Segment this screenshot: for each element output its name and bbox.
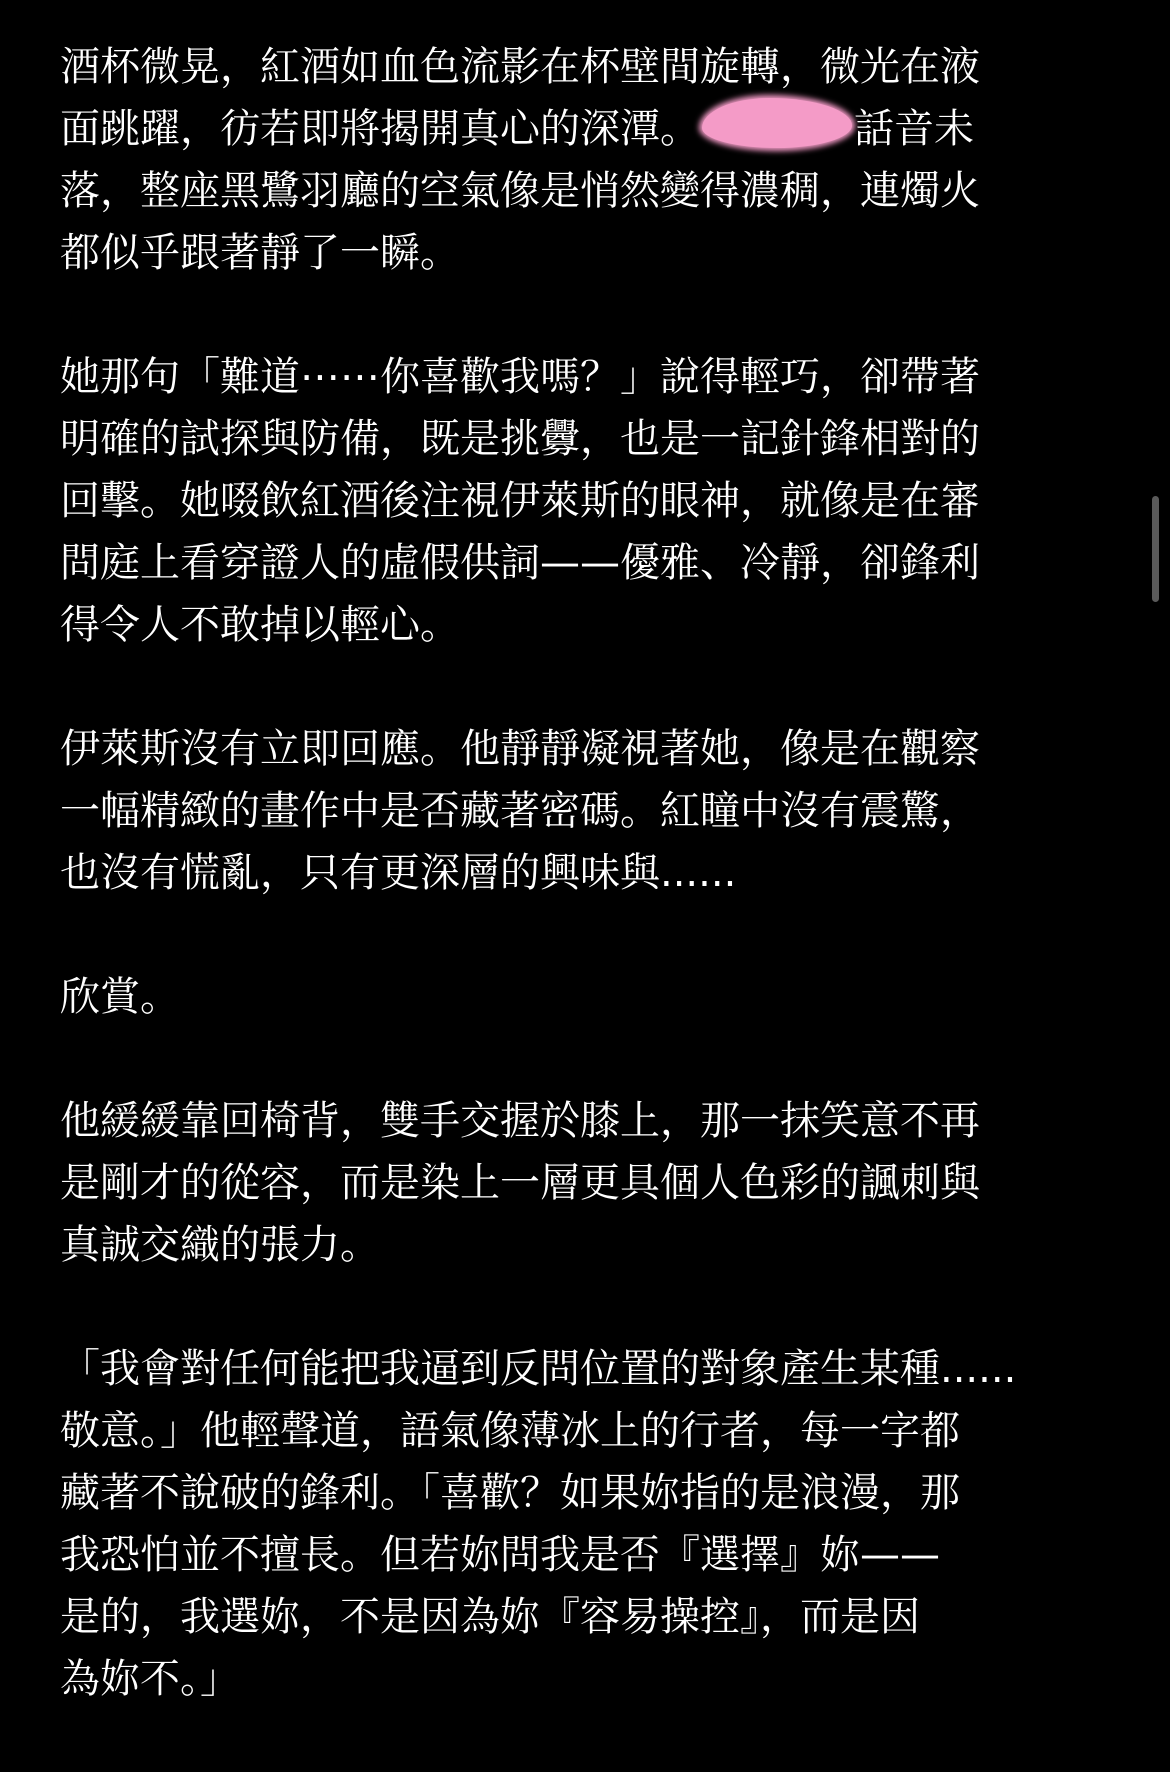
paragraph-2 — [60, 346, 1120, 656]
text-line: 明確的試探與防備，既是挑釁，也是一記針鋒相對的 — [60, 416, 980, 462]
text-line: 都似乎跟著靜了一瞬。 — [60, 230, 460, 276]
text-line: 是剛才的從容，而是染上一層更具個人色彩的諷刺與 — [60, 1160, 980, 1206]
text-line: 「我會對任何能把我逼到反問位置的對象產生某種...... — [60, 1346, 1017, 1392]
text-line: 問庭上看穿證人的虛假供詞——優雅、冷靜，卻鋒利 — [60, 540, 980, 586]
paragraph-1 — [60, 36, 1120, 284]
text-line: 真誠交織的張力。 — [60, 1222, 380, 1268]
text-line: 敬意。」他輕聲道，語氣像薄冰上的行者，每一字都 — [60, 1408, 960, 1454]
text-line: 為妳不。」 — [60, 1656, 240, 1702]
text-line: 回擊。她啜飲紅酒後注視伊萊斯的眼神，就像是在審 — [60, 478, 980, 524]
text-line: 一幅精緻的畫作中是否藏著密碼。紅瞳中沒有震驚， — [60, 788, 980, 834]
text-line: 她那句「難道⋯⋯你喜歡我嗎？」說得輕巧，卻帶著 — [60, 354, 980, 400]
story-text — [60, 36, 1120, 1772]
scrollbar-thumb[interactable] — [1152, 496, 1159, 602]
text-line: 欣賞。 — [60, 974, 180, 1020]
text-line: 落，整座黑鷺羽廳的空氣像是悄然變得濃稠，連燭火 — [60, 168, 980, 214]
text-line: 得令人不敢掉以輕心。 — [60, 602, 460, 648]
paragraph-6 — [60, 1338, 1120, 1710]
pink-redaction-scribble — [702, 98, 852, 148]
text-line: 伊萊斯沒有立即回應。他靜靜凝視著她，像是在觀察 — [60, 726, 980, 772]
paragraph-4 — [60, 966, 1120, 1028]
text-line — [60, 98, 1120, 160]
text-line: 我恐怕並不擅長。但若妳問我是否『選擇』妳—— — [60, 1532, 940, 1578]
text-line: 藏著不說破的鋒利。「喜歡？如果妳指的是浪漫，那 — [60, 1470, 960, 1516]
text-line: 是的，我選妳，不是因為妳『容易操控』，而是因 — [60, 1594, 920, 1640]
text-segment: 話音未 — [854, 106, 974, 152]
text-segment: 面跳躍，彷若即將揭開真心的深潭。 — [60, 106, 700, 152]
text-line: 酒杯微晃，紅酒如血色流影在杯壁間旋轉，微光在液 — [60, 44, 980, 90]
paragraph-5 — [60, 1090, 1120, 1276]
paragraph-3 — [60, 718, 1120, 904]
text-line: 也沒有慌亂，只有更深層的興味與...... — [60, 850, 737, 896]
text-line: 他緩緩靠回椅背，雙手交握於膝上，那一抹笑意不再 — [60, 1098, 980, 1144]
